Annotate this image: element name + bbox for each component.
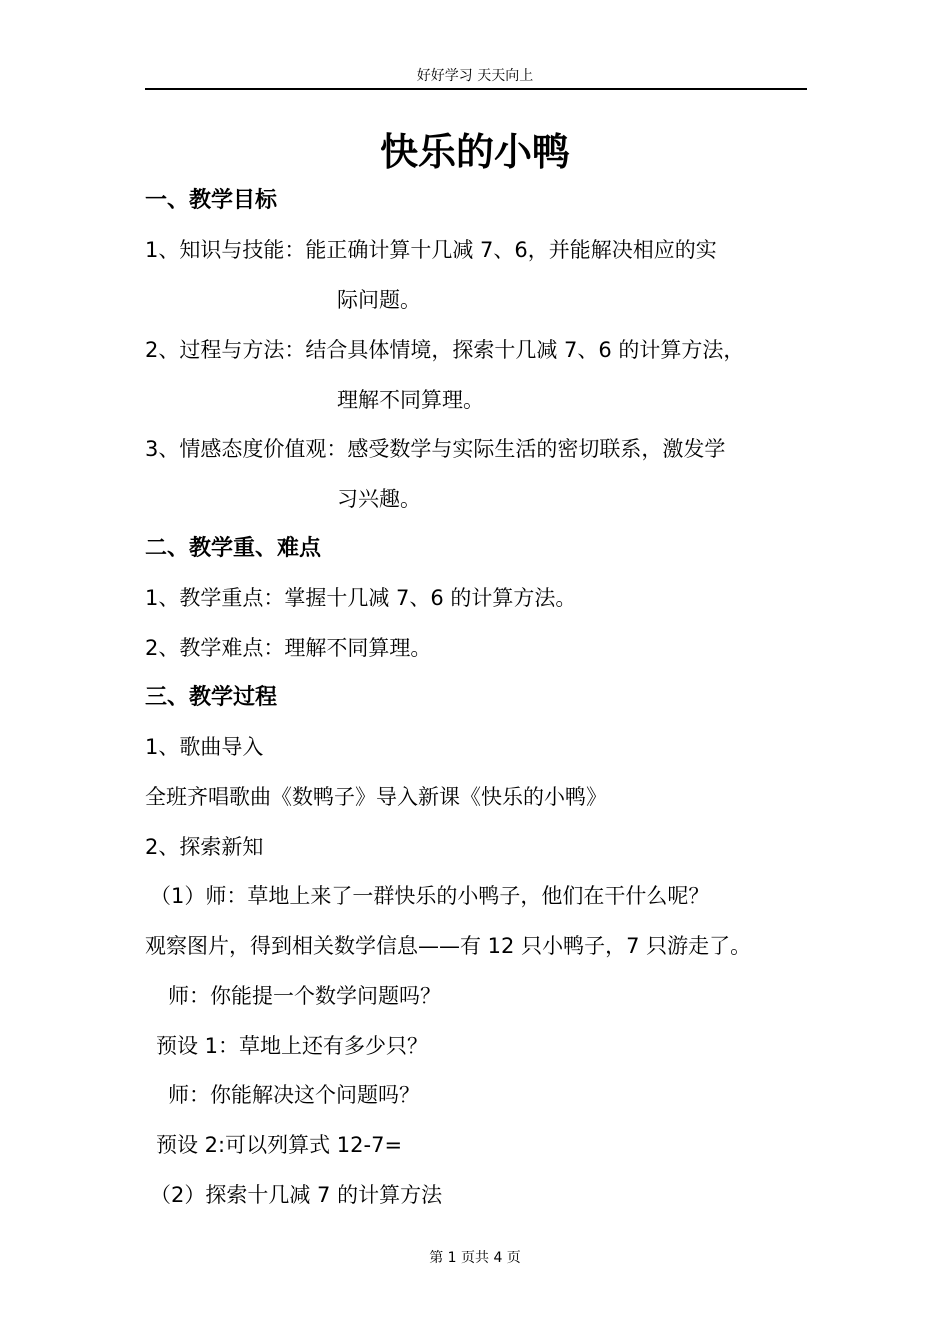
document-title: 快乐的小鸭 xyxy=(379,130,570,174)
objective-item-2-continued: 理解不同算理。 xyxy=(337,388,484,412)
key-point-item-2: 2、教学难点：理解不同算理。 xyxy=(145,636,432,660)
process-step-1-text: 全班齐唱歌曲《数鸭子》导入新课《快乐的小鸭》 xyxy=(145,785,607,809)
objective-item-3-continued: 习兴趣。 xyxy=(337,487,421,511)
page-footer: 第 1 页共 4 页 xyxy=(429,1250,521,1266)
page-header: 好好学习 天天向上 xyxy=(416,68,534,84)
section-heading-objectives: 一、教学目标 xyxy=(145,188,278,213)
process-sub-1: （1）师：草地上来了一群快乐的小鸭子，他们在干什么呢？ xyxy=(150,884,710,908)
teacher-question-2: 师：你能解决这个问题吗？ xyxy=(168,1083,420,1107)
preset-answer-1: 预设 1：草地上还有多少只？ xyxy=(156,1034,429,1058)
teacher-question-1: 师：你能提一个数学问题吗？ xyxy=(168,984,441,1008)
process-step-2-title: 2、探索新知 xyxy=(145,835,264,859)
key-point-item-1: 1、教学重点：掌握十几减 7、6 的计算方法。 xyxy=(145,586,577,610)
section-heading-process: 三、教学过程 xyxy=(145,685,278,710)
objective-item-1-continued: 际问题。 xyxy=(337,288,421,312)
objective-item-1: 1、知识与技能：能正确计算十几减 7、6，并能解决相应的实 xyxy=(145,238,717,262)
section-heading-key-points: 二、教学重、难点 xyxy=(145,536,322,561)
objective-item-2: 2、过程与方法：结合具体情境，探索十几减 7、6 的计算方法， xyxy=(145,338,745,362)
preset-answer-2: 预设 2:可以列算式 12-7= xyxy=(156,1133,403,1157)
process-step-1-title: 1、歌曲导入 xyxy=(145,735,264,759)
process-sub-2: （2）探索十几减 7 的计算方法 xyxy=(150,1183,443,1207)
objective-item-3: 3、情感态度价值观：感受数学与实际生活的密切联系，激发学 xyxy=(145,437,726,461)
process-observe-text: 观察图片，得到相关数学信息——有 12 只小鸭子，7 只游走了。 xyxy=(145,934,752,958)
header-divider xyxy=(145,88,807,90)
